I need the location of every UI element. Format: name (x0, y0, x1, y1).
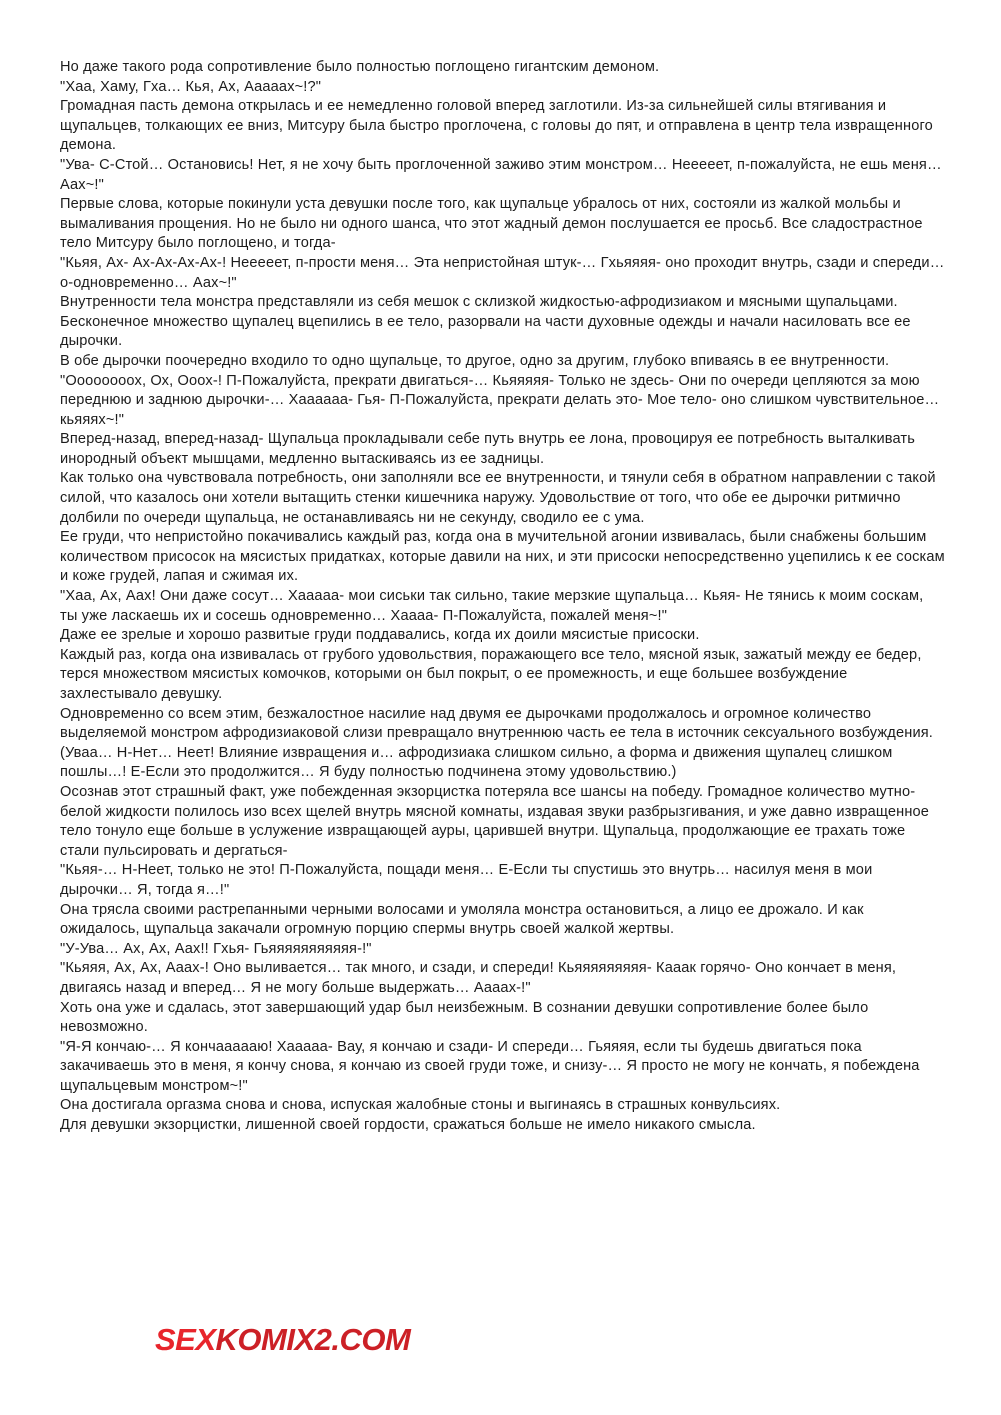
paragraph: Вперед-назад, вперед-назад- Щупальца прокладывали себе путь внутрь ее лона, провоцируя ее потребность выталкивать инородный объект мышцами, медленно вытаскиваясь из ее задницы. (60, 431, 916, 467)
paragraph: Первые слова, которые покинули уста девушки после того, как щупальце убралось от них, состояли из жалкой мольбы и вымаливания прощения. Но не было ни одного шанса, что этот жадный демон послушается ее просьб. Все сладострастное тело Митсуру было поглощено, и тогда- (60, 196, 923, 252)
paragraph: В обе дырочки поочередно входило то одно щупальце, то другое, одно за другим, глубоко впиваясь в ее внутренности. (60, 352, 890, 369)
paragraph: "Оооооооох, Ох, Ооох-! П-Пожалуйста, прекрати двигаться-… Кьяяяяя- Только не здесь- Они по очереди цепляются за мою переднюю и заднюю дырочки-… Хаааааа- Гья- П-Пожалуйста, прекрати делать это- Мое тело- оно слишком чувствительное… кьяяях~!" (60, 372, 940, 428)
paragraph: Каждый раз, когда она извивалась от грубого удовольствия, поражающего все тело, мясной язык, зажатый между ее бедер, терся множеством мясистых комочков, которыми он был покрыт, о ее промежность, и еще большее возбуждение захлестывало девушку. (60, 646, 922, 702)
paragraph: "Кьяя-… Н-Неет, только не это! П-Пожалуйста, пощади меня… Е-Если ты спустишь это внутрь… насилуя меня в мои дырочки… Я, тогда я…!" (60, 862, 873, 898)
watermark-suffix: KOMIX2.COM (215, 1322, 411, 1357)
paragraph: Громадная пасть демона открылась и ее немедленно головой вперед заглотили. Из-за сильнейшей силы втягивания и щупальцев, толкающих ее вниз, Митсуру была быстро проглочена, с головы до пят, и отправлена в центр тела извращенного демона. (60, 98, 933, 154)
paragraph: "Я-Я кончаю-… Я кончаааааю! Хааааа- Вау, я кончаю и сзади- И спереди… Гьяяяя, если ты будешь двигаться пока закачиваешь это в меня, я кончу снова, я кончаю из своей груди тоже, и снизу-… Я просто не могу не кончать, я побеждена щупальцевым монстром~!" (60, 1038, 920, 1094)
paragraph: Ее груди, что непристойно покачивались каждый раз, когда она в мучительной агонии извивалась, были снабжены большим количеством присосок на мясистых придатках, которые давили на них, и эти присоски непосредственно уцепились к ее соскам и коже грудей, лапая и сжимая их. (60, 529, 945, 585)
paragraph: Одновременно со всем этим, безжалостное насилие над двумя ее дырочками продолжалось и огромное количество выделяемой монстром афродизиаковой слизи превращало внутреннюю часть ее тела в источник сексуального возбуждения. (60, 705, 933, 742)
paragraph: Даже ее зрелые и хорошо развитые груди поддавались, когда их доили мясистые присоски. (60, 627, 700, 644)
paragraph: Для девушки экзорцистки, лишенной своей гордости, сражаться больше не имело никакого смысла. (60, 1117, 756, 1134)
paragraph: Как только она чувствовала потребность, они заполняли все ее внутренности, и тянули себя в обратном направлении с такой силой, что казалось они хотели вытащить стенки кишечника наружу. Удовольствие от того, что обе ее дырочки ритмично долбили по очереди щупальца, не останавливаясь ни не секунду, сводило ее с ума. (60, 470, 936, 526)
site-watermark (155, 1322, 410, 1358)
paragraph: "Хаа, Хаму, Гха… Кья, Ах, Ааааах~!?" (60, 78, 322, 95)
paragraph: Осознав этот страшный факт, уже побежденная экзорцистка потеряла все шансы на победу. Громадное количество мутно-белой жидкости полилось изо всех щелей внутрь мясной комнаты, издавая звуки разбрызгивания, и уже давно извращенное тело тонуло еще больше в услужение извращающей ауры, царившей внутри. Щупальца, продолжающие ее трахать тоже стали пульсировать и дергаться- (60, 783, 930, 859)
paragraph: Внутренности тела монстра представляли из себя мешок с склизкой жидкостью-афродизиаком и мясными щупальцами. Бесконечное множество щупалец вцепились в ее тело, разорвали на части духовные одежды и начали насиловать все ее дырочки. (60, 294, 911, 350)
paragraph: Но даже такого рода сопротивление было полностью поглощено гигантским демоном. (60, 59, 660, 75)
paragraph: "Кьяяя, Ах, Ах, Ааах-! Оно выливается… так много, и сзади, и спереди! Кьяяяяяяяяя- Кааак горячо- Оно кончает в меня, двигаясь назад и вперед… Я не могу больше выдержать… Аааах-!" (60, 960, 897, 996)
paragraph: Она достигала оргазма снова и снова, испуская жалобные стоны и выгинаясь в страшных конвульсиях. (60, 1097, 781, 1114)
paragraph: "Хаа, Ах, Аах! Они даже сосут… Хааааа- мои сиськи так сильно, такие мерзкие щупальца… Кьяя- Не тянись к моим соскам, ты уже ласкаешь их и сосешь одновременно… Хаааа- П-Пожалуйста, пожалей меня~!" (60, 588, 924, 624)
paragraph: "У-Ува… Ах, Ах, Аах!! Гхья- Гьяяяяяяяяяяя-!" (60, 940, 372, 957)
paragraph: "Ува- С-Стой… Остановись! Нет, я не хочу быть проглоченной заживо этим монстром… Нееееет, п-пожалуйста, не ешь меня… Аах~!" (60, 156, 942, 193)
story-text-body (60, 58, 945, 1136)
paragraph: "Кьяя, Ах- Ах-Ах-Ах-Ах-! Нееееет, п-прости меня… Эта непристойная штук-… Гхьяяяя- оно проходит внутрь, сзади и спереди… о-одновременно… Аах~!" (60, 254, 945, 291)
paragraph: Она трясла своими растрепанными черными волосами и умоляла монстра остановиться, а лицо ее дрожало. И как ожидалось, щупальца закачали огромную порцию спермы внутрь своей жалкой жертвы. (60, 901, 864, 938)
paragraph: Хоть она уже и сдалась, этот завершающий удар был неизбежным. В сознании девушки сопротивление более было невозможно. (60, 999, 869, 1036)
watermark-prefix: SEX (155, 1322, 216, 1357)
paragraph: (Уваа… Н-Нет… Неет! Влияние извращения и… афродизиака слишком сильно, а форма и движения щупалец слишком пошлы…! Е-Если это продолжится… Я буду полностью подчинена этому удовольствию.) (60, 744, 893, 781)
